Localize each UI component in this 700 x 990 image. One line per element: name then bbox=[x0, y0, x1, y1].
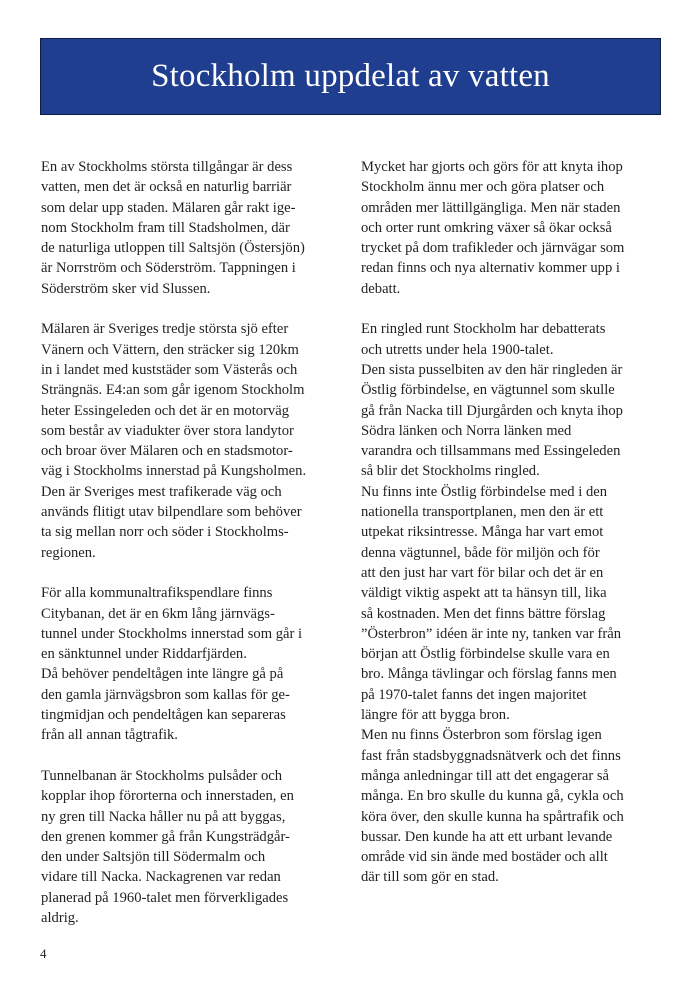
text-line: fast från stadsbyggnadsnätverk och det finns bbox=[361, 747, 621, 764]
text-line: debatt. bbox=[361, 280, 401, 297]
text-line: denna vägtunnel, både för miljön och för bbox=[361, 544, 600, 561]
paragraph bbox=[41, 766, 349, 928]
text-line: heter Essingeleden och det är en motorväg bbox=[41, 402, 290, 419]
text-line: En av Stockholms största tillgångar är dess bbox=[41, 159, 293, 175]
text-line: de naturliga utloppen till Saltsjön (Östersjön) bbox=[41, 240, 305, 257]
title-banner bbox=[40, 38, 661, 115]
text-line: För alla kommunaltrafikspendlare finns bbox=[41, 585, 273, 602]
text-line: aldrig. bbox=[41, 909, 79, 926]
text-line: där till som gör en stad. bbox=[361, 869, 499, 886]
text-line: många anledningar till att det engagerar så bbox=[361, 767, 609, 784]
text-line: planerad på 1960-talet men förverkligades bbox=[41, 889, 289, 906]
text-line: att den just har vart för bilar och det är en bbox=[361, 564, 604, 581]
page-number: 4 bbox=[40, 946, 47, 961]
text-line: områden mer lättillgängliga. Men när staden bbox=[361, 199, 621, 216]
text-line: används flitigt utav bilpendlare som behöver bbox=[41, 504, 302, 521]
text-line: Östlig förbindelse, en vägtunnel som skulle bbox=[361, 382, 615, 399]
text-line: början att Östlig förbindelse skulle vara en bbox=[361, 646, 610, 663]
text-line: tunnel under Stockholms innerstad som går i bbox=[41, 625, 303, 642]
text-line: den gamla järnvägsbron som kallas för ge- bbox=[41, 686, 290, 703]
text-line: som delar upp staden. Mälaren går rakt ige- bbox=[41, 199, 296, 216]
text-line: redan finns och nya alternativ kommer upp i bbox=[361, 260, 620, 277]
text-line: ny gren till Nacka håller nu på att byggas, bbox=[41, 808, 286, 825]
text-line: in i landet med kuststäder som Västerås och bbox=[41, 361, 298, 378]
text-line: är Norrström och Söderström. Tappningen i bbox=[41, 260, 296, 277]
text-line: bro. Många tävlingar och förslag fanns men bbox=[361, 666, 617, 683]
paragraph bbox=[41, 319, 349, 563]
text-line: Stockholm ännu mer och göra platser och bbox=[361, 179, 605, 196]
text-line: Citybanan, det är en 6km lång järnvägs- bbox=[41, 605, 275, 622]
text-line: nationella transportplanen, men den är ett bbox=[361, 504, 604, 521]
text-line: Men nu finns Österbron som förslag igen bbox=[361, 727, 602, 744]
text-line: trycket på dom trafikleder och järnvägar som bbox=[361, 240, 625, 257]
text-line: gå från Nacka till Djurgården och knyta ihop bbox=[361, 402, 623, 419]
text-line: många. En bro skulle du kunna gå, cykla och bbox=[361, 788, 624, 805]
text-line: väg i Stockholms innerstad på Kungsholmen. bbox=[41, 463, 307, 480]
text-line: område vid sin ände med bostäder och allt bbox=[361, 849, 608, 866]
text-line: och utretts under hela 1900-talet. bbox=[361, 341, 554, 358]
text-line: Då behöver pendeltågen inte längre gå på bbox=[41, 666, 284, 683]
paragraph bbox=[361, 157, 661, 299]
text-line: kopplar ihop förorterna och innerstaden, en bbox=[41, 788, 294, 805]
text-line: Den sista pusselbiten av den här ringleden är bbox=[361, 361, 623, 378]
text-line: så kostnaden. Men det finns bättre förslag bbox=[361, 605, 606, 622]
text-line: den grenen kommer gå från Kungsträdgår- bbox=[41, 828, 290, 845]
text-line: längre för att bygga bron. bbox=[361, 707, 510, 724]
text-line: på 1970-talet fanns det ingen majoritet bbox=[361, 686, 587, 703]
text-line: Mycket har gjorts och görs för att knyta ihop bbox=[361, 159, 623, 175]
right-column bbox=[361, 157, 661, 908]
paragraph bbox=[41, 583, 349, 745]
text-line: bussar. Den kunde ha att ett urbant levande bbox=[361, 828, 613, 845]
text-line: och orter runt omkring växer så ökar också bbox=[361, 219, 612, 236]
text-line: utpekat riksintresse. Många har vart emot bbox=[361, 524, 604, 541]
text-line: köra över, den skulle kunna ha spårtrafik och bbox=[361, 808, 624, 825]
text-line: Strängnäs. E4:an som går igenom Stockholm bbox=[41, 382, 305, 399]
text-line: och broar över Mälaren och en stadsmotor- bbox=[41, 443, 293, 460]
text-line: väldigt viktig aspekt att ta hänsyn till, lika bbox=[361, 585, 607, 602]
text-line: vidare till Nacka. Nackagrenen var redan bbox=[41, 869, 281, 886]
text-line: Den är Sveriges mest trafikerade väg och bbox=[41, 483, 282, 500]
text-line: en sänktunnel under Riddarfjärden. bbox=[41, 646, 247, 663]
text-line: vatten, men det är också en naturlig barriär bbox=[41, 179, 292, 196]
text-line: Vänern och Vättern, den sträcker sig 120km bbox=[41, 341, 299, 358]
text-line: så blir det Stockholms ringled. bbox=[361, 463, 540, 480]
left-column bbox=[41, 157, 349, 949]
text-line: Nu finns inte Östlig förbindelse med i den bbox=[361, 483, 608, 500]
text-line: från all annan tågtrafik. bbox=[41, 727, 178, 744]
text-line: En ringled runt Stockholm har debatterats bbox=[361, 321, 606, 338]
text-line: Tunnelbanan är Stockholms pulsåder och bbox=[41, 767, 283, 784]
paragraph bbox=[41, 157, 349, 299]
text-line: nom Stockholm fram till Stadsholmen, där bbox=[41, 219, 290, 236]
text-line: ta sig mellan norr och söder i Stockholms- bbox=[41, 524, 289, 541]
text-line: Mälaren är Sveriges tredje största sjö efter bbox=[41, 321, 289, 338]
text-line: som består av viadukter över stora landytor bbox=[41, 422, 294, 439]
text-line: Södra länken och Norra länken med bbox=[361, 422, 572, 439]
text-line: tingmidjan och pendeltågen kan separeras bbox=[41, 707, 286, 724]
text-line: varandra och tillsammans med Essingeleden bbox=[361, 443, 621, 460]
text-line: Söderström sker vid Slussen. bbox=[41, 280, 211, 297]
text-line: regionen. bbox=[41, 544, 96, 561]
page-title: Stockholm uppdelat av vatten bbox=[151, 58, 550, 94]
text-line: ”Österbron” idéen är inte ny, tanken var från bbox=[361, 625, 622, 642]
paragraph bbox=[361, 319, 661, 887]
text-line: den under Saltsjön till Södermalm och bbox=[41, 849, 266, 866]
